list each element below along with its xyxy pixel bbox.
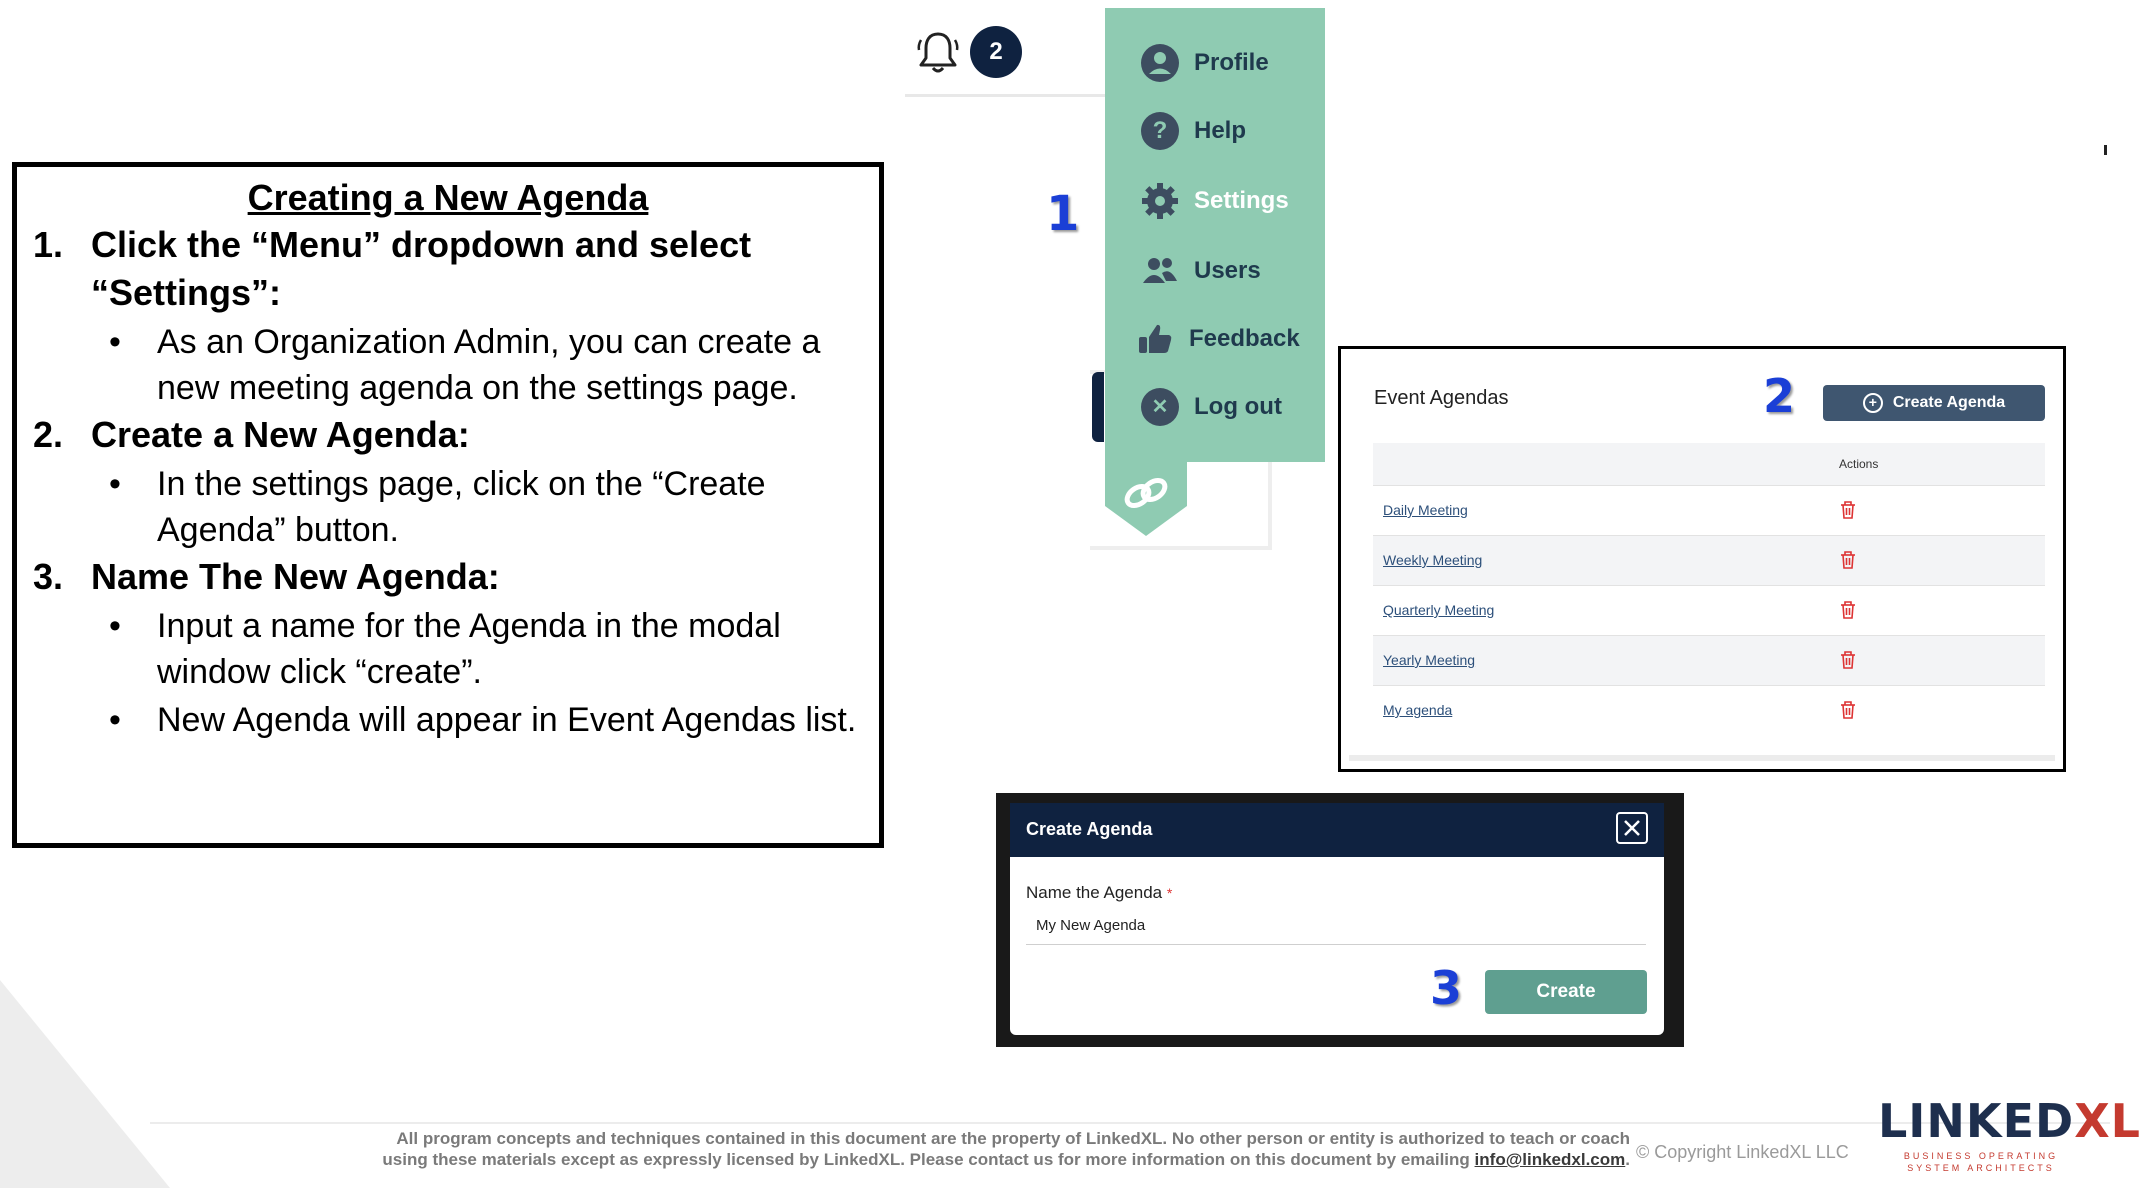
menu-item-label: Profile bbox=[1194, 49, 1269, 76]
modal-header bbox=[1010, 803, 1664, 857]
step-1 bbox=[33, 221, 873, 317]
bell-icon[interactable] bbox=[915, 28, 961, 76]
modal-backdrop bbox=[996, 793, 1684, 1047]
callout-1: 1 bbox=[1046, 186, 1080, 242]
agendas-table bbox=[1373, 443, 2045, 735]
table-row bbox=[1373, 486, 2045, 536]
create-agenda-modal bbox=[1010, 803, 1664, 1035]
create-agenda-label: Create Agenda bbox=[1892, 394, 2006, 411]
menu-item-logout[interactable] bbox=[1140, 382, 1282, 432]
bullet-text: In the settings page, click on the “Create Agenda” button. bbox=[157, 465, 766, 549]
footer-line-2-text: using these materials except as expressly licensed by LinkedXL. Please contact us for more information on this document by emailing bbox=[382, 1150, 1470, 1169]
step-text: Click the “Menu” dropdown and select “Settings”: bbox=[91, 224, 752, 313]
step-text: Name The New Agenda: bbox=[91, 556, 500, 597]
decorative-corner bbox=[0, 980, 170, 1188]
app-logo-icon bbox=[1105, 462, 1187, 536]
table-header bbox=[1373, 443, 2045, 486]
agenda-link[interactable]: Quarterly Meeting bbox=[1383, 602, 1495, 618]
bullet-glyph: • bbox=[109, 323, 121, 361]
step-2 bbox=[33, 411, 873, 459]
event-agendas-title: Event Agendas bbox=[1374, 387, 1509, 409]
agenda-name-input[interactable] bbox=[1026, 907, 1646, 945]
plus-circle-icon: + bbox=[1863, 393, 1883, 413]
thumbs-up-icon bbox=[1135, 319, 1175, 359]
step-3-bullet-2 bbox=[109, 697, 879, 789]
step-number: 3. bbox=[33, 556, 64, 597]
table-row bbox=[1373, 536, 2045, 586]
brand-tagline: BUSINESS OPERATING SYSTEM ARCHITECTS bbox=[1903, 1151, 2059, 1173]
menu-item-feedback[interactable] bbox=[1135, 314, 1300, 364]
bullet-text: As an Organization Admin, you can create a new meeting agenda on the settings page. bbox=[157, 323, 821, 407]
actions-header: Actions bbox=[1839, 457, 1879, 471]
event-agendas-card bbox=[1349, 357, 2055, 761]
agenda-name-label-text: Name the Agenda bbox=[1026, 883, 1163, 902]
callout-3: 3 bbox=[1430, 961, 1463, 1015]
brand-logo bbox=[1878, 1094, 2141, 1148]
table-row bbox=[1373, 686, 2045, 735]
menu-item-help[interactable] bbox=[1140, 106, 1246, 156]
footer-line-1: All program concepts and techniques contained in this document are the property of LinkedXL. No other person or entity is authorized to teach or coach bbox=[396, 1129, 1630, 1148]
trash-icon[interactable] bbox=[1839, 600, 1857, 620]
agenda-link[interactable]: My agenda bbox=[1383, 702, 1453, 718]
create-agenda-button[interactable] bbox=[1823, 385, 2045, 421]
agenda-link[interactable]: Yearly Meeting bbox=[1383, 652, 1476, 668]
bullet-glyph: • bbox=[109, 465, 121, 503]
step-text: Create a New Agenda: bbox=[91, 414, 470, 455]
step-1-bullet bbox=[109, 319, 879, 411]
modal-title: Create Agenda bbox=[1026, 819, 1153, 839]
agenda-link[interactable]: Weekly Meeting bbox=[1383, 552, 1483, 568]
event-agendas-panel bbox=[1338, 346, 2066, 772]
help-icon: ? bbox=[1140, 111, 1180, 151]
create-button[interactable]: Create bbox=[1485, 970, 1647, 1014]
required-mark: * bbox=[1166, 885, 1173, 901]
menu-item-label: Help bbox=[1194, 117, 1247, 144]
users-icon bbox=[1140, 251, 1180, 291]
trash-icon[interactable] bbox=[1839, 650, 1857, 670]
table-row bbox=[1373, 586, 2045, 636]
bullet-text: New Agenda will appear in Event Agendas list. bbox=[157, 701, 857, 739]
trash-icon[interactable] bbox=[1839, 500, 1857, 520]
close-icon[interactable] bbox=[1616, 812, 1648, 844]
gear-icon bbox=[1140, 181, 1180, 221]
notification-badge[interactable]: 2 bbox=[970, 26, 1022, 78]
step-3 bbox=[33, 553, 873, 601]
bullet-text: Input a name for the Agenda in the modal window click “create”. bbox=[157, 607, 781, 691]
table-row bbox=[1373, 636, 2045, 686]
menu-dropdown bbox=[1105, 8, 1325, 462]
menu-item-label: Settings bbox=[1194, 187, 1289, 214]
menu-item-label: Feedback bbox=[1189, 325, 1300, 352]
bullet-glyph: • bbox=[109, 607, 121, 645]
footer-period: . bbox=[1625, 1150, 1630, 1169]
close-icon: ✕ bbox=[1140, 387, 1180, 427]
menu-item-users[interactable] bbox=[1140, 246, 1261, 296]
step-number: 2. bbox=[33, 414, 64, 455]
footer-disclaimer bbox=[350, 1128, 1630, 1170]
edge-mark bbox=[2104, 145, 2107, 155]
menu-item-settings[interactable] bbox=[1140, 176, 1289, 226]
footer-email-link[interactable]: info@linkedxl.com bbox=[1474, 1150, 1626, 1169]
instruction-box bbox=[12, 162, 884, 848]
footer-line-2 bbox=[350, 1149, 1630, 1170]
agenda-name-label bbox=[1026, 883, 1172, 903]
trash-icon[interactable] bbox=[1839, 550, 1857, 570]
menu-item-label: Users bbox=[1194, 257, 1261, 284]
brand-logo-x: XL bbox=[2074, 1094, 2141, 1148]
agenda-link[interactable]: Daily Meeting bbox=[1383, 502, 1468, 518]
instruction-title: Creating a New Agenda bbox=[247, 177, 649, 218]
brand-logo-main: LINKED bbox=[1878, 1094, 2075, 1148]
step-2-bullet bbox=[109, 461, 879, 553]
menu-item-label: Log out bbox=[1194, 393, 1282, 420]
step-3-bullet-1 bbox=[109, 603, 879, 695]
trash-icon[interactable] bbox=[1839, 700, 1857, 720]
bullet-glyph: • bbox=[109, 701, 121, 739]
footer-divider bbox=[150, 1122, 2110, 1124]
menu-item-profile[interactable] bbox=[1140, 38, 1269, 88]
callout-2: 2 bbox=[1763, 369, 1796, 423]
button-edge bbox=[1092, 372, 1104, 442]
copyright: © Copyright LinkedXL LLC bbox=[1636, 1142, 1849, 1162]
user-icon bbox=[1140, 43, 1180, 83]
step-number: 1. bbox=[33, 224, 64, 265]
